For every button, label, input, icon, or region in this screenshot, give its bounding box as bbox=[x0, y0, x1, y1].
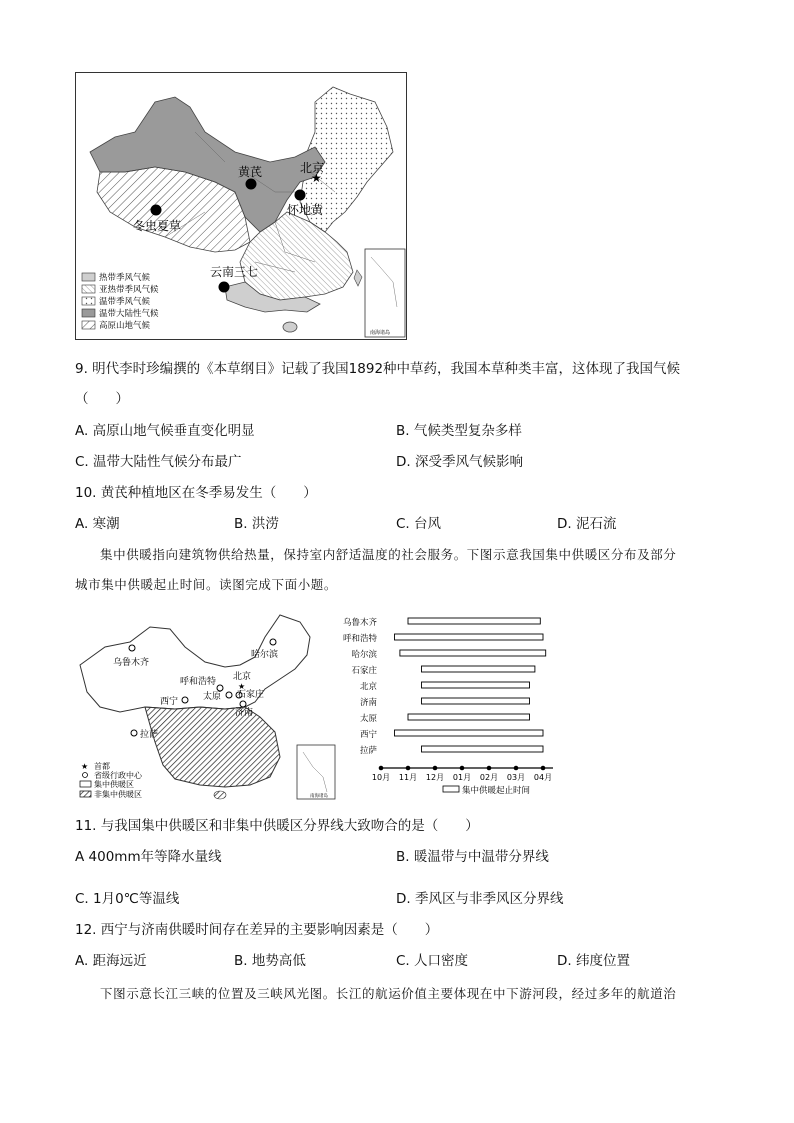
intro1-line2: 城市集中供暖起止时间。读图完成下面小题。 bbox=[75, 577, 338, 592]
climate-map bbox=[75, 72, 407, 340]
category-label: 北京 bbox=[359, 682, 377, 692]
label-huaidihuang: 怀地黄 bbox=[287, 203, 324, 217]
yunnansanqi-marker bbox=[219, 282, 230, 293]
legend-item: 温带季风气候 bbox=[99, 297, 151, 307]
tick-label: 11月 bbox=[398, 773, 418, 782]
dongchongxiacao-marker bbox=[151, 205, 162, 216]
category-label: 拉萨 bbox=[359, 746, 377, 756]
category-label: 呼和浩特 bbox=[342, 634, 377, 644]
heating-period-bar bbox=[408, 714, 530, 720]
inset-caption-2: 南海诸岛 bbox=[310, 794, 328, 799]
tick-label: 02月 bbox=[479, 773, 499, 782]
legend-item: 热带季风气候 bbox=[99, 273, 151, 283]
label-beijing: 北京 bbox=[300, 161, 325, 175]
heating-chart bbox=[335, 612, 575, 802]
tick-dot bbox=[487, 766, 492, 771]
q11-option-d[interactable]: D. 季风区与非季风区分界线 bbox=[396, 891, 564, 907]
category-label: 太原 bbox=[359, 714, 377, 724]
q12-option-b[interactable]: B. 地势高低 bbox=[234, 953, 306, 969]
intro1-line1: 集中供暖指向建筑物供给热量，保持室内舒适温度的社会服务。下图示意我国集中供暖区分布及部分 bbox=[100, 547, 677, 562]
q10-option-a[interactable]: A. 寒潮 bbox=[75, 516, 120, 532]
tick-dot bbox=[514, 766, 519, 771]
q10-option-d[interactable]: D. 泥石流 bbox=[557, 516, 617, 532]
q9-option-a[interactable]: A. 高原山地气候垂直变化明显 bbox=[75, 423, 255, 439]
tick-dot bbox=[379, 766, 384, 771]
heating-period-bar bbox=[408, 618, 540, 624]
label-yunnansanqi: 云南三七 bbox=[210, 265, 259, 279]
tick-dot bbox=[541, 766, 546, 771]
legend-item: 高原山地气候 bbox=[99, 321, 151, 331]
label-huangqi: 黄芪 bbox=[238, 165, 263, 179]
city-jinan: 济南 bbox=[235, 708, 254, 718]
q12-option-c[interactable]: C. 人口密度 bbox=[396, 953, 469, 969]
huaidihuang-marker bbox=[295, 190, 306, 201]
inset-caption-1: 南海诸岛 bbox=[370, 330, 391, 336]
intro2-line1: 下图示意长江三峡的位置及三峡风光图。长江的航运价值主要体现在中下游河段，经过多年的航道治 bbox=[100, 986, 677, 1001]
q10-option-c[interactable]: C. 台风 bbox=[396, 516, 442, 532]
city-beijing: 北京 bbox=[233, 672, 252, 682]
tick-dot bbox=[406, 766, 411, 771]
heating-map bbox=[75, 607, 337, 802]
q12-option-a[interactable]: A. 距海远近 bbox=[75, 953, 147, 969]
category-label: 石家庄 bbox=[351, 666, 377, 676]
category-label: 西宁 bbox=[359, 730, 377, 740]
q11-option-a[interactable]: A 400mm年等降水量线 bbox=[75, 849, 222, 865]
city-taiyuan: 太原 bbox=[203, 692, 222, 702]
city-lasa: 拉萨 bbox=[140, 730, 159, 740]
heating-period-bar bbox=[400, 650, 546, 656]
category-label: 乌鲁木齐 bbox=[342, 618, 377, 628]
heating-period-bar bbox=[395, 634, 544, 640]
q11-stem: 11. 与我国集中供暖区和非集中供暖区分界线大致吻合的是（ ） bbox=[75, 818, 479, 834]
tick-dot bbox=[460, 766, 465, 771]
city-huhehaote: 呼和浩特 bbox=[180, 677, 217, 687]
q10-option-b[interactable]: B. 洪涝 bbox=[234, 516, 279, 532]
chart-legend-swatch bbox=[443, 786, 459, 792]
svg-text:★: ★ bbox=[81, 762, 89, 771]
category-label: 济南 bbox=[359, 698, 377, 708]
climate-legend bbox=[82, 272, 159, 331]
q9-paren: （ ） bbox=[75, 391, 129, 407]
label-dongchongxiacao: 冬虫夏草 bbox=[133, 219, 182, 233]
heating-legend bbox=[80, 761, 143, 799]
beijing-star-2: ★ bbox=[238, 682, 246, 691]
huangqi-marker bbox=[246, 179, 257, 190]
legend2-item: 首都 bbox=[94, 762, 110, 771]
heating-period-bar bbox=[422, 682, 530, 688]
q9-option-c[interactable]: C. 温带大陆性气候分布最广 bbox=[75, 454, 242, 470]
heating-period-bar bbox=[422, 698, 530, 704]
tick-label: 04月 bbox=[533, 773, 553, 782]
city-shijiazhuang: 石家庄 bbox=[237, 690, 265, 700]
tick-label: 10月 bbox=[371, 773, 391, 782]
tick-label: 01月 bbox=[452, 773, 472, 782]
q11-option-b[interactable]: B. 暖温带与中温带分界线 bbox=[396, 849, 549, 865]
q9-option-d[interactable]: D. 深受季风气候影响 bbox=[396, 454, 523, 470]
category-label: 哈尔滨 bbox=[351, 650, 377, 660]
tick-label: 12月 bbox=[425, 773, 445, 782]
city-xining: 西宁 bbox=[160, 697, 179, 707]
beijing-star: ★ bbox=[311, 171, 322, 185]
city-haerbin: 哈尔滨 bbox=[251, 650, 279, 660]
q9-stem: 9. 明代李时珍编撰的《本草纲目》记载了我国1892种中草药，我国本草种类丰富，这体现了我国气候 bbox=[75, 361, 681, 377]
chart-legend-label: 集中供暖起止时间 bbox=[462, 786, 531, 796]
heating-period-bar bbox=[422, 666, 535, 672]
q11-option-c[interactable]: C. 1月0℃等温线 bbox=[75, 891, 180, 907]
legend2-item: 集中供暖区 bbox=[94, 780, 134, 789]
q12-option-d[interactable]: D. 纬度位置 bbox=[557, 953, 630, 969]
tick-label: 03月 bbox=[506, 773, 526, 782]
q9-option-b[interactable]: B. 气候类型复杂多样 bbox=[396, 423, 522, 439]
heating-period-bar bbox=[395, 730, 544, 736]
tick-dot bbox=[433, 766, 438, 771]
city-wulumuqi: 乌鲁木齐 bbox=[113, 658, 150, 668]
heating-period-bar bbox=[422, 746, 544, 752]
legend2-item: 省级行政中心 bbox=[94, 771, 142, 780]
legend2-item: 非集中供暖区 bbox=[94, 790, 142, 799]
legend-item: 温带大陆性气候 bbox=[99, 309, 159, 319]
legend-item: 亚热带季风气候 bbox=[99, 285, 159, 295]
q12-stem: 12. 西宁与济南供暖时间存在差异的主要影响因素是（ ） bbox=[75, 922, 439, 938]
q10-stem: 10. 黄芪种植地区在冬季易发生（ ） bbox=[75, 485, 317, 501]
